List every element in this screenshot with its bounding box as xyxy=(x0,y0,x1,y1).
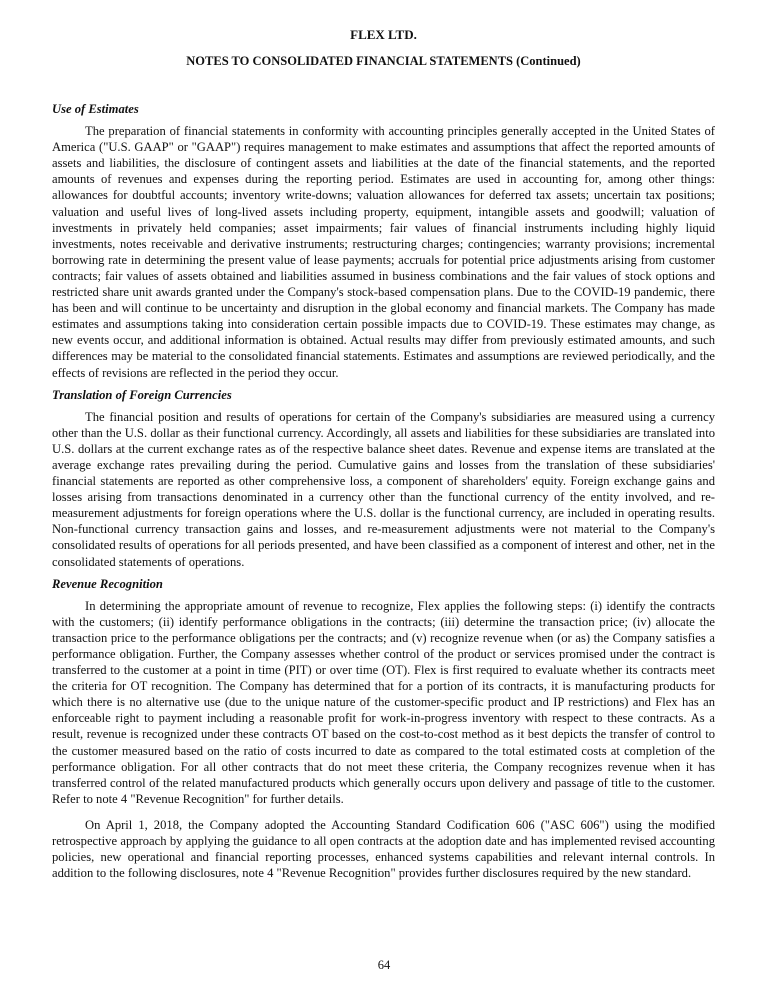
paragraph-revenue-recognition-steps: In determining the appropriate amount of revenue to recognize, Flex applies the following steps: (i) identify the contracts with the customers; (ii) identify performance obligations in the contracts; (iii) determine the transaction price; (iv) allocate the transaction price to the performance obligations per the contracts; and (v) recognize revenue when (or as) the Company satisfies a performance obligation. Further, the Company assesses whether control of the product or services promised under the contract is transferred to the customer at a point in time (PIT) or over time (OT). Flex is first required to evaluate whether its contracts meet the criteria for OT recognition. The Company has determined that for a portion of its contracts, it is manufacturing products for which there is no alternative use (due to the unique nature of the customer-specific product and IP restrictions) and Flex has an enforceable right to payment including a reasonable profit for work-in-progress inventory with respect to these contracts. As a result, revenue is recognized under these contracts OT based on the cost-to-cost method as it best depicts the transfer of control to the customer measured based on the ratio of costs incurred to date as compared to the total estimated costs at completion of the performance obligation. For all other contracts that do not meet these criteria, the Company recognizes revenue when it has transferred control of the related manufactured products which generally occurs upon delivery and passage of title to the customer. Refer to note 4 "Revenue Recognition" for further details. xyxy=(52,598,715,806)
page-subtitle: NOTES TO CONSOLIDATED FINANCIAL STATEMENTS (Continued) xyxy=(186,54,581,68)
company-name: FLEX LTD. xyxy=(350,27,417,42)
paragraph-use-of-estimates: The preparation of financial statements in conformity with accounting principles generally accepted in the United States of America ("U.S. GAAP" or "GAAP") requires management to make estimates and assumptions that affect the reported amounts of assets and liabilities, the disclosure of contingent assets and liabilities at the date of the financial statements, and the reported amounts of revenues and expenses during the reporting period. Estimates are used in accounting for, among other things: allowances for doubtful accounts; inventory write-downs; valuation allowances for deferred tax assets; uncertain tax positions; valuation and useful lives of long-lived assets including property, equipment, intangible assets and goodwill; valuation of investments in privately held companies; asset impairments; fair values of financial instruments including highly liquid investments, notes receivable and derivative instruments; restructuring charges; contingencies; warranty provisions; incremental borrowing rate in determining the present value of lease payments; accruals for potential price adjustments arising from customer contracts; fair values of assets obtained and liabilities assumed in business combinations and the fair values of stock options and restricted share unit awards granted under the Company's stock-based compensation plans. Due to the COVID-19 pandemic, there has been and will continue to be uncertainty and disruption in the global economy and financial markets. The Company has made estimates and assumptions taking into consideration certain possible impacts due to COVID-19. These estimates may change, as new events occur, and additional information is obtained. Actual results may differ from previously estimated amounts, and such differences may be material to the consolidated financial statements. Estimates and assumptions are reviewed periodically, and the effects of revisions are reflected in the period they occur. xyxy=(52,124,715,380)
paragraph-asc-606-adoption: On April 1, 2018, the Company adopted the Accounting Standard Codification 606 ("ASC 606") using the modified retrospective approach by applying the guidance to all open contracts at the adoption date and has implemented revised accounting policies, new operational and financial reporting processes, enhanced systems capabilities and relevant internal controls. In addition to the following disclosures, note 4 "Revenue Recognition" provides further disclosures required by the new standard. xyxy=(52,817,715,881)
page-number: 64 xyxy=(377,958,391,972)
section-title-use-of-estimates: Use of Estimates xyxy=(52,102,139,116)
section-title-translation-foreign-currencies: Translation of Foreign Currencies xyxy=(52,387,232,402)
paragraph-translation-foreign-currencies: The financial position and results of operations for certain of the Company's subsidiaries are measured using a currency other than the U.S. dollar as their functional currency. Accordingly, all assets and liabilities for these subsidiaries are translated into U.S. dollars at the current exchange rates as of the respective balance sheet dates. Revenue and expense items are translated at the average exchange rates prevailing during the period. Cumulative gains and losses from the translation of these subsidiaries' financial statements are reported as other comprehensive loss, a component of shareholders' equity. Foreign exchange gains and losses arising from transactions denominated in a currency other than the functional currency of the entity involved, and re-measurement adjustments for foreign operations where the U.S. dollar is the functional currency, are included in operating results. Non-functional currency transaction gains and losses, and re-measurement adjustments were not material to the Company's consolidated results of operations for all periods presented, and have been classified as a component of interest and other, net in the consolidated statements of operations. xyxy=(52,409,715,569)
notes-body xyxy=(52,101,715,887)
section-title-revenue-recognition: Revenue Recognition xyxy=(52,576,163,591)
